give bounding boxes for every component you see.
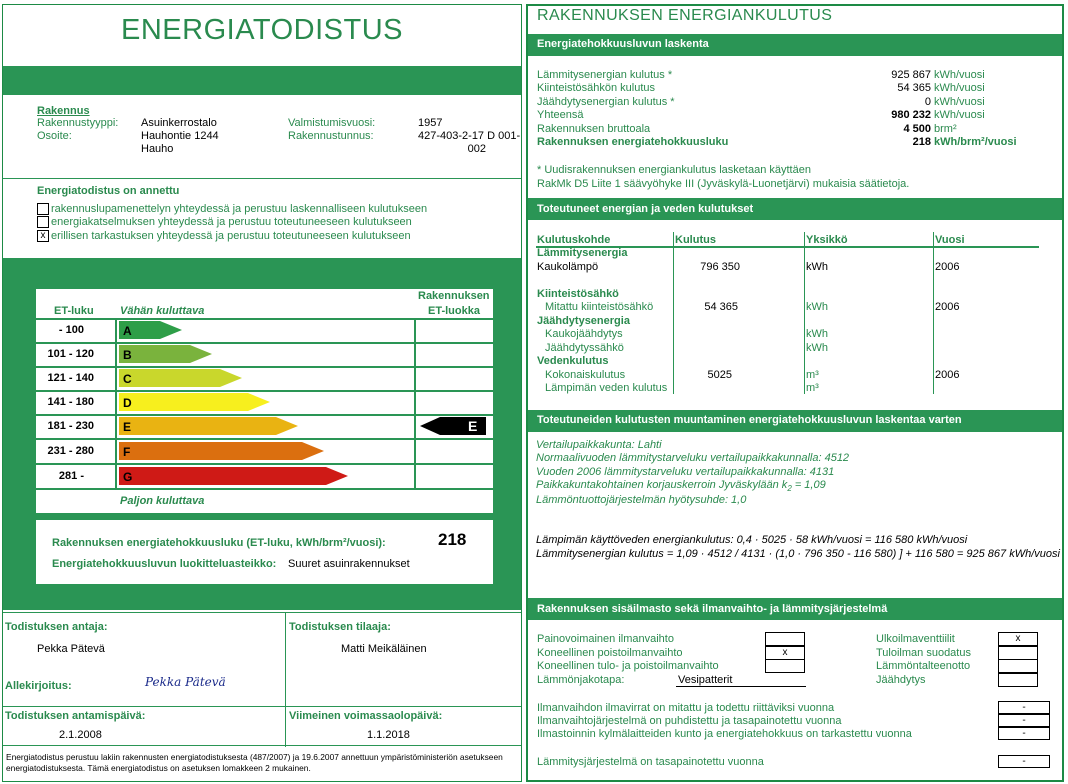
arrow-b-letter: B [123,348,132,362]
range-g: 281 - [58,470,84,482]
heat-distribution-value: Vesipatterit [676,674,806,687]
arrow-c-letter: C [123,372,132,386]
high-consumption-label: Paljon kuluttava [120,495,205,507]
mechanical-supply-exhaust-label: Koneellinen tulo- ja poistoilmanvaihto [537,660,719,672]
year-heating-degree: Vuoden 2006 lämmitystarveluku vertailupaikkakunnalla: 4131 [536,466,835,478]
cooling-box[interactable] [998,673,1038,687]
footer-divider-2 [285,707,286,747]
heating-system-efficiency: Lämmöntuottojärjestelmän hyötysuhde: 1,0 [536,494,747,506]
orderer-value: Matti Meikäläinen [341,643,427,655]
building-id-label: Rakennustunnus: [288,130,374,142]
basis-option-1: rakennuslupamenettelyn yhteydessä ja perustuu laskennalliseen kulutukseen [51,203,428,215]
basis-option-3: erillisen tarkastuksen yhteydessä ja perustuu toteutuneeseen kulutukseen [51,230,411,242]
building-type-value: Asuinkerrostalo [141,117,217,129]
natural-ventilation-label: Painovoimainen ilmanvaihto [537,633,674,645]
actual-table [528,220,1062,408]
indoor-section [528,620,1062,780]
actual-row-measured-electricity: Mitattu kiinteistösähkö [545,301,654,313]
calc-row-2-label: Kiinteistösähkön kulutus [537,82,656,94]
signature-section [3,612,521,706]
outdoor-air-valves-box[interactable]: x [998,632,1038,646]
building-id-value-line1: 427-403-2-17 D 001- [418,130,521,142]
dates-section [3,706,521,746]
basis-checkbox-3[interactable]: x [37,230,49,242]
document-title: ENERGIATODISTUS [121,14,403,46]
cooling-label: Jäähdytys [876,674,926,686]
calc-note-2: RakMk D5 Liite 1 säävyöhyke III (Jyväskylä-Luonetjärvi) mukaisia säätietoja. [537,178,910,190]
orderer-label: Todistuksen tilaaja: [289,621,391,633]
heat-recovery-box[interactable] [998,659,1038,673]
range-f: 231 - 280 [47,445,94,457]
mechanical-exhaust-box[interactable]: x [765,646,805,660]
range-c: 121 - 140 [47,372,94,384]
building-id-value-line2: 002 [467,143,486,155]
mechanical-exhaust-label: Koneellinen poistoilmanvaihto [537,647,683,659]
calc-row-5-unit: brm² [934,123,957,135]
low-consumption-label: Vähän kuluttava [120,305,205,317]
building-class-label-1: Rakennuksen [418,290,490,302]
arrow-g-letter: G [123,470,133,484]
calc-row-4-unit: kWh/vuosi [934,109,985,121]
class-basis-value: Suuret asuinrakennukset [288,558,410,570]
conversion-heading: Toteutuneiden kulutusten muuntaminen energiatehokkuusluvun laskentaa varten [537,414,962,426]
arrow-a [119,321,182,339]
normal-year-heating-degree: Normaalivuoden lämmitystarveluku vertailupaikkakunnalla: 4512 [536,452,850,464]
calc-row-6-value: 218 [912,136,931,148]
outdoor-air-valves-label: Ulkoilmaventtiilit [876,633,955,645]
legal-note-line2: energiatodistuksesta. Tämä energiatodistus on asetuksen lomakkeen 2 mukainen. [6,763,311,773]
arrow-b-shape [119,345,212,363]
actual-row-district-heat-value: 796 350 [700,261,740,273]
col-usage-header: Kulutus [675,234,716,246]
valid-until-label: Viimeinen voimassaolopäivä: [289,710,443,722]
col-year-header: Vuosi [935,234,965,246]
col-unit-header: Yksikkö [806,234,848,246]
building-section [3,94,521,178]
actual-col-line-3 [933,232,934,394]
calc-row-3-label: Jäähdytysenergian kulutus * [537,96,675,108]
et-value: 218 [438,530,467,549]
natural-ventilation-box[interactable] [765,632,805,646]
arrow-f-shape [119,442,324,460]
et-value-box [36,520,493,584]
actual-cat-cooling: Jäähdytysenergia [537,315,630,327]
correction-factor-subscript: 2 [787,484,792,494]
year-value: 1957 [418,117,443,129]
actual-row-district-cooling: Kaukojäähdytys [545,328,623,340]
arrow-b [119,345,212,363]
actual-row-cooling-electricity: Jäähdytyssähkö [545,342,624,354]
correction-factor [536,479,826,493]
ventilation-cleaned-label: Ilmanvaihtojärjestelmä on puhdistettu ja tasapainotettu vuonna [537,715,842,727]
arrow-g [119,467,348,485]
arrow-g-shape [119,467,348,485]
title-band [3,66,521,94]
reference-locality: Vertailupaikkakunta: Lahti [536,439,662,451]
conversion-section [528,432,1062,596]
basis-checkbox-1[interactable] [37,203,49,215]
year-label: Valmistumisvuosi: [288,117,376,129]
et-luku-label: ET-luku [54,305,94,317]
valid-until-value: 1.1.2018 [367,729,410,741]
basis-option-2: energiakatselmuksen yhteydessä ja perustuu toteutuneeseen kulutukseen [51,216,412,228]
calc-row-5-value: 4 500 [903,123,931,135]
actual-heading: Toteutuneet energian ja veden kulutukset [537,203,754,215]
arrow-c-shape [119,369,242,387]
heating-energy-formula: Lämmitysenergian kulutus = 1,09 · 4512 / 4131 · (1,0 · 796 350 - 116 580) ] + 116 580 = 925 867 kWh/vuosi [536,548,1060,560]
address-value-line1: Hauhontie 1244 [141,130,219,142]
arrow-e-letter: E [123,420,132,434]
actual-row-measured-electricity-value: 54 365 [704,301,738,313]
actual-cat-water: Vedenkulutus [537,355,609,367]
certificate-basis-section [3,178,521,256]
cooling-units-checked-label: Ilmastoinnin kylmälaitteiden kunto ja energiatehokkuus on tarkastettu vuonna [537,728,912,740]
actual-row-total-water-value: 5025 [707,369,732,381]
energy-scale-table [36,289,493,513]
actual-cat-property-electricity: Kiinteistösähkö [537,288,619,300]
actual-row-measured-electricity-unit: kWh [806,301,828,313]
correction-factor-text: Paikkakuntakohtainen korjauskerroin Jyväskylään k [536,479,788,491]
actual-row-total-water-unit: m³ [806,369,819,381]
actual-row-district-cooling-unit: kWh [806,328,828,340]
actual-row-measured-electricity-year: 2006 [935,301,960,313]
actual-row-district-heat-year: 2006 [935,261,960,273]
calc-heading: Energiatehokkuusluvun laskenta [537,38,709,50]
col-target-header: Kulutuskohde [537,234,611,246]
certificate-basis-heading: Energiatodistus on annettu [37,185,180,197]
actual-col-line-2 [804,232,805,394]
consumption-title: RAKENNUKSEN ENERGIANKULUTUS [537,7,833,24]
airflow-measured-label: Ilmanvaihdon ilmavirrat on mitattu ja todettu riittäviksi vuonna [537,702,835,714]
building-type-label: Rakennustyyppi: [37,117,119,129]
heat-recovery-label: Lämmöntalteenotto [876,660,971,672]
calc-row-6-label: Rakennuksen energiatehokkuusluku [537,136,729,148]
et-value-label: Rakennuksen energiatehokkuusluku (ET-luku, kWh/brm²/vuosi): [52,537,386,549]
arrow-d [119,393,270,411]
energy-class-arrows [36,289,493,513]
correction-factor-value: = 1,09 [791,479,826,491]
heat-distribution-label: Lämmönjakotapa: [537,674,625,686]
heating-balanced-label: Lämmitysjärjestelmä on tasapainotettu vuonna [537,756,764,768]
supply-air-filter-box[interactable] [998,646,1038,660]
actual-row-hot-water: Lämpimän veden kulutus [545,382,668,394]
address-value-line2: Hauho [141,143,174,155]
basis-checkbox-2[interactable] [37,216,49,228]
current-class-marker [420,417,486,435]
range-e: 181 - 230 [47,420,94,432]
supply-air-filter-label: Tuloilman suodatus [876,647,971,659]
indoor-heading: Rakennuksen sisäilmasto sekä ilmanvaihto- ja lämmitysjärjestelmä [537,603,888,615]
calc-row-5-label: Rakennuksen bruttoala [537,123,651,135]
issue-date-label: Todistuksen antamispäivä: [5,710,146,722]
calc-row-1-label: Lämmitysenergian kulutus * [537,69,673,81]
actual-row-district-heat-unit: kWh [806,261,828,273]
calc-row-1-value: 925 867 [891,69,931,81]
calc-row-4-value: 980 232 [891,109,931,121]
calc-section [528,56,1062,196]
arrow-d-letter: D [123,396,132,410]
cooling-units-checked-box[interactable]: - [998,727,1050,740]
calc-row-4-label: Yhteensä [537,109,584,121]
calc-row-2-unit: kWh/vuosi [934,82,985,94]
building-class-label-2: ET-luokka [428,305,480,317]
arrow-d-shape [119,393,270,411]
ventilation-cleaned-box[interactable]: - [998,714,1050,727]
arrow-c [119,369,242,387]
issuer-label: Todistuksen antaja: [5,621,108,633]
actual-row-total-water: Kokonaiskulutus [545,369,626,381]
range-b: 101 - 120 [47,348,94,360]
arrow-f-letter: F [123,445,131,459]
calc-row-1-unit: kWh/vuosi [934,69,985,81]
arrow-e [119,417,298,435]
calc-row-3-value: 0 [924,96,931,108]
actual-row-hot-water-unit: m³ [806,382,819,394]
range-d: 141 - 180 [47,396,94,408]
actual-row-cooling-electricity-unit: kWh [806,342,828,354]
calc-row-3-unit: kWh/vuosi [934,96,985,108]
footer-divider-1 [285,613,286,707]
calc-row-2-value: 54 365 [897,82,931,94]
calc-row-6-unit: kWh/brm²/vuosi [934,136,1017,148]
heating-balanced-box[interactable]: - [998,755,1050,768]
signature-label: Allekirjoitus: [5,680,72,692]
class-basis-label: Energiatehokkuusluvun luokitteluasteikko: [52,558,277,570]
legal-note-line1: Energiatodistus perustuu lakiin rakennusten energiatodistuksesta (487/2007) ja 19.6.2007 annettuun ympäristöministeriön asetukseen [6,752,503,762]
airflow-measured-box[interactable]: - [998,701,1050,714]
actual-row-total-water-year: 2006 [935,369,960,381]
mechanical-supply-exhaust-box[interactable] [765,659,805,673]
calc-note-1: * Uudisrakennuksen energiankulutus lasketaan käyttäen [537,164,811,176]
arrow-e-shape [119,417,298,435]
building-heading: Rakennus [37,105,90,117]
address-label: Osoite: [37,130,72,142]
actual-row-district-heat: Kaukolämpö [537,261,599,273]
hot-water-formula: Lämpimän käyttöveden energiankulutus: 0,4 · 5025 · 58 kWh/vuosi = 116 580 kWh/vuosi [536,534,968,546]
current-class-letter: E [468,418,478,434]
range-a: - 100 [58,324,84,336]
arrow-a-letter: A [123,324,132,338]
issue-date-value: 2.1.2008 [59,729,102,741]
actual-cat-heating: Lämmitysenergia [537,247,628,259]
signature-value: Pekka Pätevä [145,675,226,689]
issuer-value: Pekka Pätevä [37,643,105,655]
arrow-f [119,442,324,460]
